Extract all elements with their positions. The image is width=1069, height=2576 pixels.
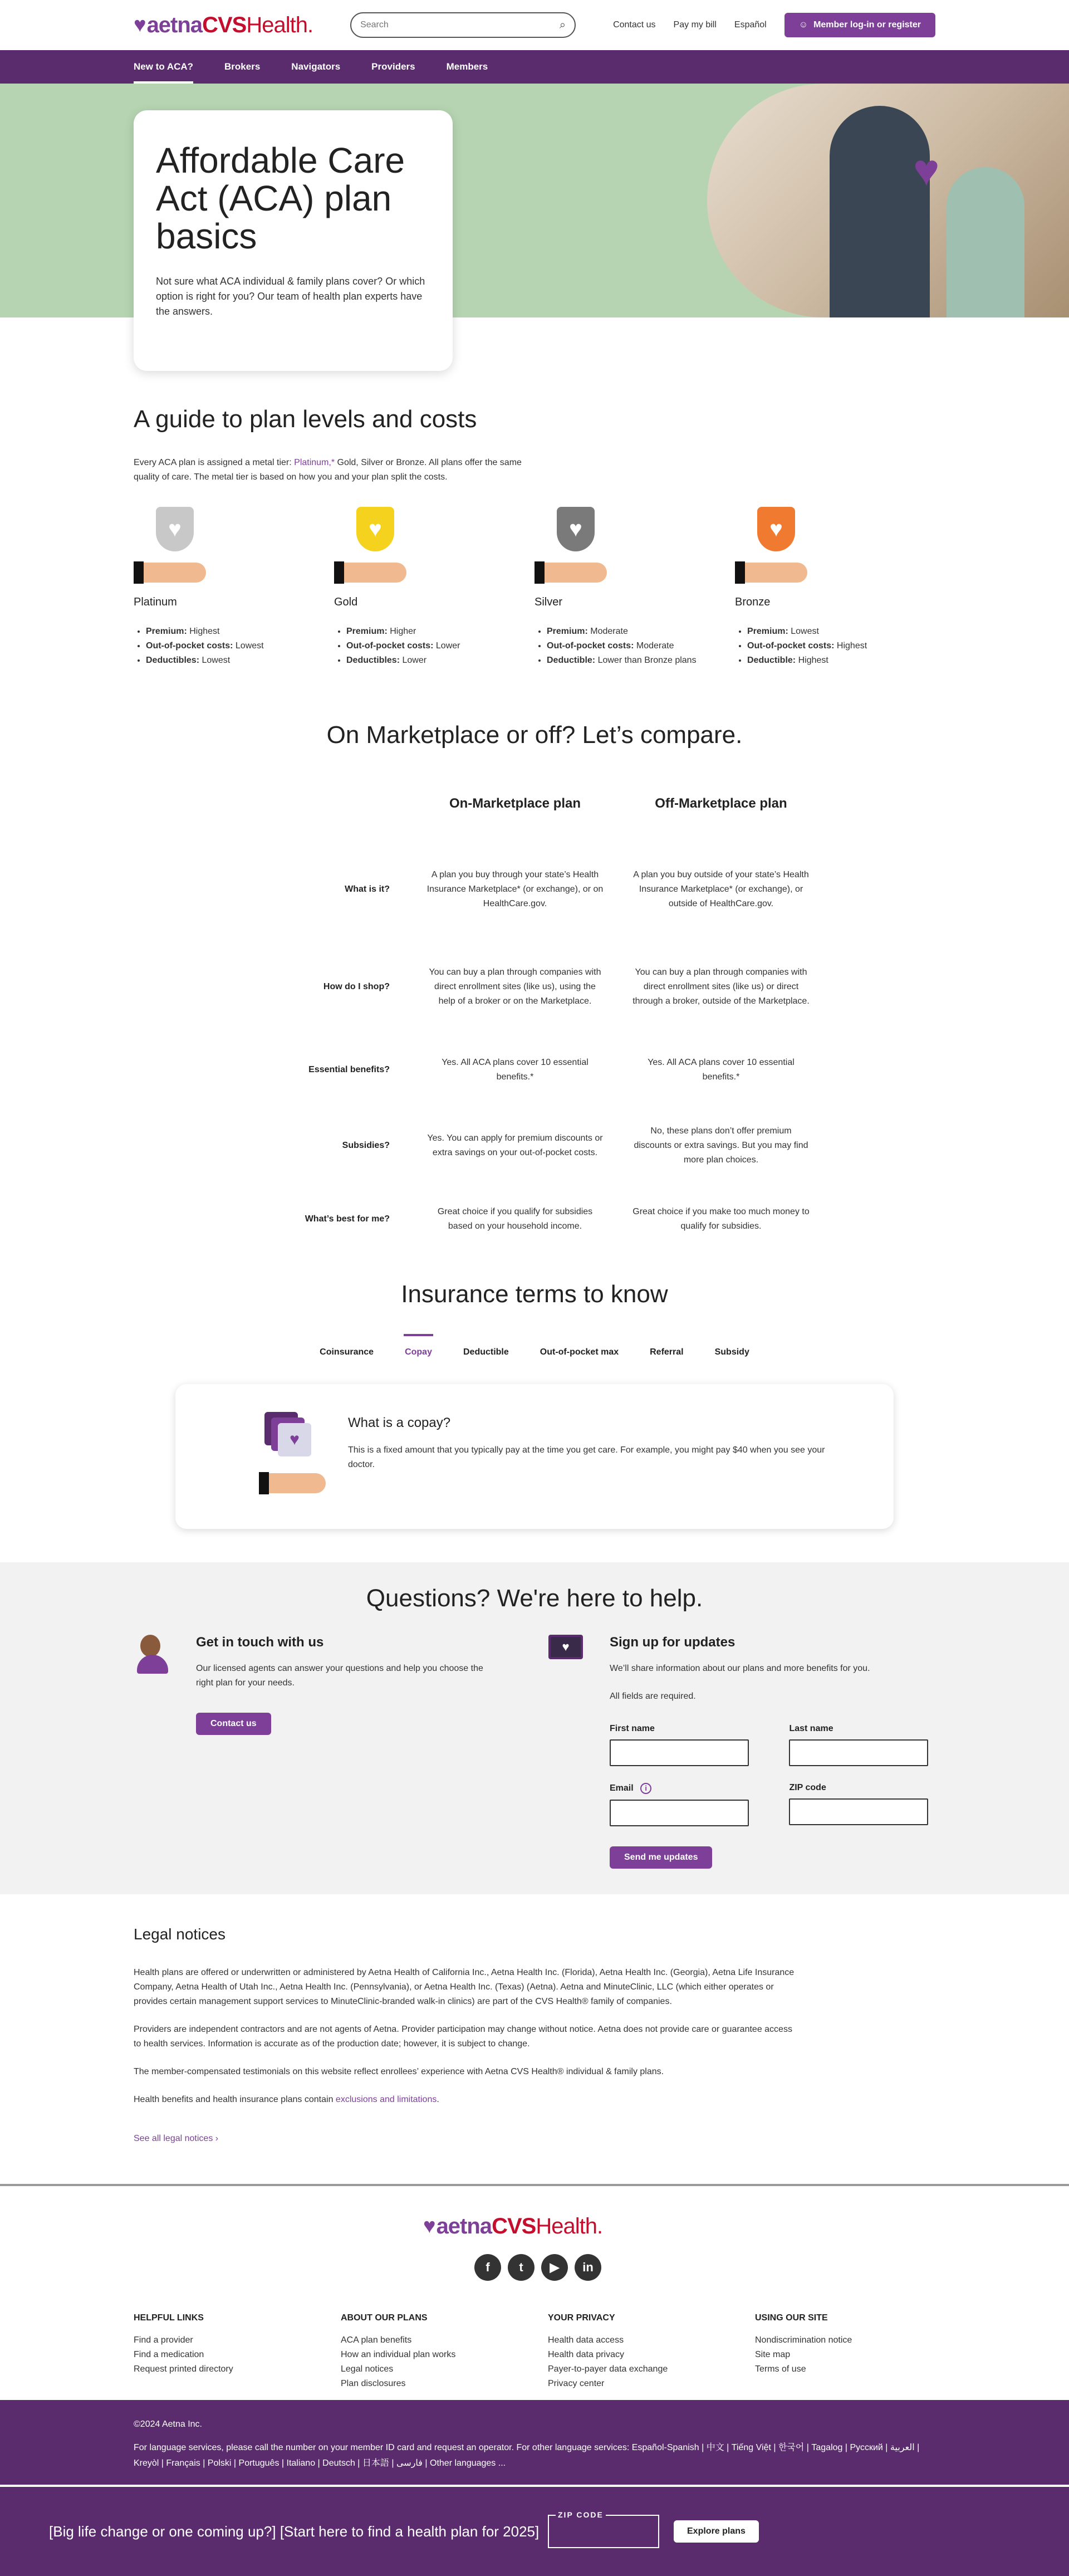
tab-referral[interactable]: Referral — [650, 1347, 684, 1357]
footer-column — [134, 2311, 341, 2391]
footer-column — [755, 2311, 962, 2391]
legal-p3: The member-compensated testimonials on this website reflect enrollees’ experience with Aetna CVS Health® individual & family plans. — [134, 2067, 664, 2076]
tab-out-of-pocket-max[interactable]: Out-of-pocket max — [540, 1347, 619, 1357]
facebook-icon[interactable]: f — [474, 2254, 501, 2281]
hand-icon — [534, 563, 607, 583]
chevron-right-icon: › — [215, 2134, 219, 2143]
compare-off-cell: A plan you buy outside of your state’s Health Insurance Marketplace* (or exchange), or outside of HealthCare.gov. — [633, 870, 809, 908]
compare-section — [0, 721, 1069, 1241]
contact-text: Our licensed agents can answer your questions and help you choose the right plan for your needs. — [196, 1664, 483, 1688]
nav-brokers[interactable]: Brokers — [224, 61, 261, 72]
hand-icon — [134, 563, 206, 583]
contact-title: Get in touch with us — [196, 1635, 324, 1650]
legal-title: Legal notices — [134, 1925, 226, 1943]
contact-block — [134, 1635, 483, 1735]
youtube-icon[interactable]: ▶ — [541, 2254, 568, 2281]
footer-link[interactable]: Plan disclosures — [341, 2379, 406, 2388]
tier-bronze — [735, 507, 935, 668]
contact-us-button[interactable]: Contact us — [196, 1713, 271, 1735]
tier-shield-icon — [134, 507, 212, 590]
footer-logo[interactable] — [423, 2214, 602, 2239]
compare-row-label: Subsidies? — [342, 1141, 390, 1150]
compare-header — [245, 796, 824, 812]
terms-section — [0, 1280, 1069, 1529]
terms-title: Insurance terms to know — [401, 1280, 668, 1308]
compare-off-cell: Yes. All ACA plans cover 10 essential benefits.* — [648, 1058, 795, 1082]
nav-new-to-aca[interactable]: New to ACA? — [134, 50, 193, 84]
email-label-text: Email — [610, 1783, 634, 1793]
contact-us-link[interactable]: Contact us — [613, 20, 656, 30]
tier-platinum — [134, 507, 334, 668]
term-card-text: This is a fixed amount that you typically pay at the time you get care. For example, you might pay $40 when you see your doctor. — [348, 1445, 825, 1469]
footer-column — [341, 2311, 548, 2391]
laptop-heart-icon: ♥ — [548, 1635, 583, 1659]
explore-plans-button[interactable]: Explore plans — [674, 2520, 759, 2543]
tier-premium: • Premium: Highest — [146, 624, 334, 639]
signup-block — [548, 1635, 938, 1869]
tier-name: Silver — [534, 596, 563, 608]
language-services: For language services, please call the number on your member ID card and request an operator. For other language services: Español-Spanish | 中文 | Tiếng Việt | 한국어 | Tagalog | Русский | العربية | Kreyòl | Français | Polski | Português | Italiano | Deutsch | 日本語 | فارسی | Other languages ... — [134, 2443, 920, 2468]
compare-row-label: What’s best for me? — [305, 1214, 390, 1224]
top-header — [134, 0, 935, 50]
footer-link[interactable]: Health data access — [548, 2335, 624, 2345]
compare-header-spacer — [245, 796, 412, 812]
footer-column — [548, 2311, 755, 2391]
utility-links — [613, 13, 935, 37]
footer-link[interactable]: Legal notices — [341, 2364, 394, 2374]
tier-deductible: • Deductible: Lower than Bronze plans — [547, 653, 735, 668]
required-note: All fields are required. — [610, 1692, 696, 1701]
plan-levels-intro — [134, 456, 529, 485]
signup-title: Sign up for updates — [610, 1635, 735, 1650]
banner-zip-field[interactable] — [548, 2510, 659, 2548]
footer-link[interactable]: Nondiscrimination notice — [755, 2335, 852, 2345]
footer-legal-bar — [0, 2400, 1069, 2485]
heart-icon: ♥ — [913, 145, 940, 195]
legal-p2: Providers are independent contractors and are not agents of Aetna. Provider participation may change without notice. Aetna does not provide care or guarantee access to health services. Information is accurate as of the production date; however, it is subject to change. — [134, 2025, 792, 2049]
banner-text: [Big life change or one coming up?] [Start here to find a health plan for 2025] — [49, 2523, 540, 2540]
compare-row — [245, 1045, 824, 1094]
cards-icon: ♥ — [264, 1412, 303, 1445]
off-marketplace-heading: Off-Marketplace plan — [655, 796, 787, 811]
compare-on-cell: Great choice if you qualify for subsidies based on your household income. — [437, 1207, 593, 1231]
legal-p4-end: . — [437, 2095, 439, 2104]
explore-banner — [0, 2485, 1069, 2576]
zip-label: ZIP code — [789, 1783, 826, 1792]
footer-link[interactable]: Payer-to-payer data exchange — [548, 2364, 668, 2374]
tier-details — [334, 624, 534, 668]
term-card — [175, 1384, 894, 1529]
footer-column-title: USING OUR SITE — [755, 2313, 828, 2323]
tier-premium: • Premium: Higher — [346, 624, 534, 639]
tier-name: Platinum — [134, 596, 177, 608]
nav-providers[interactable]: Providers — [371, 61, 415, 72]
term-card-title: What is a copay? — [348, 1415, 451, 1430]
pay-my-bill-link[interactable]: Pay my bill — [673, 20, 717, 30]
platinum-link[interactable]: Platinum,* — [294, 458, 335, 467]
tier-oop: • Out-of-pocket costs: Moderate — [547, 639, 735, 653]
signup-text: We’ll share information about our plans and more benefits for you. — [610, 1664, 870, 1673]
tier-deductible: • Deductibles: Lowest — [146, 653, 334, 668]
intro-text-a: Every ACA plan is assigned a metal tier: — [134, 458, 295, 467]
hand-icon — [334, 563, 406, 583]
logo-suffix: . — [307, 12, 313, 37]
footer-link[interactable]: Terms of use — [755, 2364, 806, 2374]
help-title: Questions? We're here to help. — [366, 1585, 703, 1612]
search-icon[interactable]: ⌕ — [559, 18, 566, 31]
tier-name: Bronze — [735, 596, 771, 608]
send-updates-button[interactable]: Send me updates — [610, 1846, 712, 1869]
first-name-field[interactable] — [610, 1739, 749, 1766]
compare-rows — [0, 850, 1069, 1241]
member-login-label: Member log-in or register — [813, 20, 921, 30]
shield-heart-icon: ♥ — [356, 507, 394, 551]
footer-columns — [134, 2311, 962, 2391]
compare-off-cell: No, these plans don’t offer premium discounts or extra savings. But you may find more plan choices. — [634, 1126, 808, 1165]
compare-row-label: Essential benefits? — [308, 1065, 390, 1074]
see-all-label: See all legal notices — [134, 2134, 213, 2143]
aetna-cvs-health-logo[interactable] — [134, 13, 313, 38]
footer-link[interactable]: ACA plan benefits — [341, 2335, 412, 2345]
legal-p4 — [134, 2093, 796, 2107]
shield-heart-icon: ♥ — [557, 507, 595, 551]
tier-gold — [334, 507, 534, 668]
footer-link[interactable]: Request printed directory — [134, 2364, 233, 2374]
photo-mother — [830, 106, 930, 317]
last-name-label: Last name — [789, 1724, 833, 1733]
footer-column-title: ABOUT OUR PLANS — [341, 2313, 428, 2323]
footer-link[interactable]: Find a provider — [134, 2335, 193, 2345]
exclusions-link[interactable]: exclusions and limitations — [335, 2095, 437, 2104]
terms-tabs — [0, 1342, 1069, 1357]
footer-column-title: YOUR PRIVACY — [548, 2313, 615, 2323]
tab-coinsurance[interactable]: Coinsurance — [320, 1347, 374, 1357]
shield-heart-icon: ♥ — [757, 507, 795, 551]
compare-row-label: What is it? — [345, 884, 390, 894]
member-login-button[interactable] — [784, 13, 935, 37]
hero-text: Not sure what ACA individual & family plans cover? Or which option is right for you? Our team of health plan experts have the answers. — [156, 276, 425, 317]
copyright: ©2024 Aetna Inc. — [134, 2419, 202, 2429]
tier-name: Gold — [334, 596, 358, 608]
hero-family-photo — [707, 84, 1069, 317]
hero-card — [134, 110, 453, 371]
search-input[interactable] — [360, 20, 560, 30]
tier-details — [134, 624, 334, 668]
first-name-label: First name — [610, 1724, 655, 1733]
banner-zip-label: ZIP CODE — [556, 2510, 606, 2519]
compare-row-label: How do I shop? — [323, 982, 390, 991]
footer-logo-aetna: aetna — [436, 2214, 492, 2238]
compare-title: On Marketplace or off? Let’s compare. — [326, 721, 743, 749]
footer-logo-suffix: . — [596, 2214, 603, 2238]
tier-silver — [534, 507, 735, 668]
logo-cvs: CVS — [202, 12, 247, 37]
nav-navigators[interactable]: Navigators — [291, 61, 341, 72]
tier-list — [134, 507, 935, 668]
compare-row — [245, 1117, 824, 1175]
heart-icon: ♥ — [423, 2215, 435, 2238]
legal-p4-text: Health benefits and health insurance plans contain — [134, 2095, 336, 2104]
social-links — [474, 2254, 601, 2281]
shield-heart-icon: ♥ — [156, 507, 194, 551]
compare-row — [245, 951, 824, 1023]
page-title: Affordable Care Act (ACA) plan basics — [156, 140, 405, 256]
compare-on-cell: A plan you buy through your state’s Health Insurance Marketplace* (or exchange), or on HealthCare.gov. — [426, 870, 604, 908]
footer-link[interactable]: Health data privacy — [548, 2350, 624, 2359]
copay-icon — [259, 1412, 331, 1501]
logo-aetna: aetna — [146, 12, 203, 37]
compare-on-cell: Yes. You can apply for premium discounts or extra savings on your out-of-pocket costs. — [427, 1133, 603, 1157]
see-all-legal-link[interactable] — [134, 2134, 935, 2144]
compare-on-cell: You can buy a plan through companies with direct enrollment sites (like us), using the help of a broker or on the Marketplace. — [429, 967, 601, 1006]
tier-deductible: • Deductible: Highest — [747, 653, 935, 668]
hero-section — [0, 84, 1069, 317]
tier-oop: • Out-of-pocket costs: Lower — [346, 639, 534, 653]
tab-copay[interactable]: Copay — [405, 1342, 432, 1357]
info-icon[interactable]: i — [640, 1783, 651, 1794]
search-box — [350, 12, 576, 38]
on-marketplace-heading: On-Marketplace plan — [449, 796, 581, 811]
tier-premium: • Premium: Moderate — [547, 624, 735, 639]
hand-icon — [735, 563, 807, 583]
agent-icon — [134, 1635, 167, 1674]
espanol-link[interactable]: Español — [734, 20, 767, 30]
twitter-icon[interactable]: t — [508, 2254, 534, 2281]
email-field[interactable] — [610, 1800, 749, 1826]
linkedin-icon[interactable]: in — [575, 2254, 601, 2281]
footer-link[interactable]: Site map — [755, 2350, 791, 2359]
compare-off-cell: You can buy a plan through companies with direct enrollment sites (like us) or direct through a broker, outside of the Marketplace. — [632, 967, 810, 1006]
footer — [0, 2184, 1069, 2400]
photo-child — [947, 167, 1024, 317]
tier-oop: • Out-of-pocket costs: Highest — [747, 639, 935, 653]
zip-field[interactable] — [789, 1798, 928, 1825]
email-label — [610, 1783, 749, 1794]
tier-details — [534, 624, 735, 668]
user-icon: ☺ — [798, 20, 808, 30]
footer-column-title: HELPFUL LINKS — [134, 2313, 204, 2323]
footer-logo-cvs: CVS — [492, 2214, 536, 2238]
intro-text-b: Gold, Silver or Bronze. All plans offer the same quality of care. The metal tier is based on how you and your plan split the costs. — [134, 458, 522, 482]
tier-shield-icon — [534, 507, 612, 590]
tier-details — [735, 624, 935, 668]
last-name-field[interactable] — [789, 1739, 928, 1766]
heart-icon: ♥ — [134, 13, 146, 37]
tier-shield-icon — [334, 507, 412, 590]
hand-icon — [259, 1473, 326, 1493]
compare-row — [245, 1197, 824, 1241]
footer-link[interactable]: How an individual plan works — [341, 2350, 456, 2359]
compare-off-cell: Great choice if you make too much money to qualify for subsidies. — [632, 1207, 810, 1231]
footer-logo-health: Health — [536, 2214, 597, 2238]
legal-section — [134, 1894, 935, 2144]
legal-p1: Health plans are offered or underwritten or administered by Aetna Health of California Inc., Aetna Health Inc. (Florida), Aetna Health Inc. (Georgia), Aetna Life Insurance Company, Aetna Health of Utah Inc., Aetna Health Inc. (Pennsylvania), or Aetna Health Inc. (Texas) (Aetna). Aetna and MinuteClinic, LLC (which either operates or provides certain management support services to MinuteClinic-branded walk-in clinics) are part of the CVS Health® family of companies. — [134, 1968, 795, 2006]
help-section — [0, 1562, 1069, 1894]
tier-premium: • Premium: Lowest — [747, 624, 935, 639]
compare-row — [245, 850, 824, 928]
tier-deductible: • Deductibles: Lower — [346, 653, 534, 668]
nav-members[interactable]: Members — [446, 61, 488, 72]
tier-shield-icon — [735, 507, 813, 590]
footer-link[interactable]: Privacy center — [548, 2379, 605, 2388]
compare-on-cell: Yes. All ACA plans cover 10 essential benefits.* — [442, 1058, 589, 1082]
plan-levels-title: A guide to plan levels and costs — [134, 405, 477, 433]
tier-oop: • Out-of-pocket costs: Lowest — [146, 639, 334, 653]
tab-subsidy[interactable]: Subsidy — [714, 1347, 749, 1357]
logo-health: Health — [246, 12, 307, 37]
footer-link[interactable]: Find a medication — [134, 2350, 204, 2359]
tab-deductible[interactable]: Deductible — [463, 1347, 509, 1357]
main-nav — [0, 50, 1069, 84]
